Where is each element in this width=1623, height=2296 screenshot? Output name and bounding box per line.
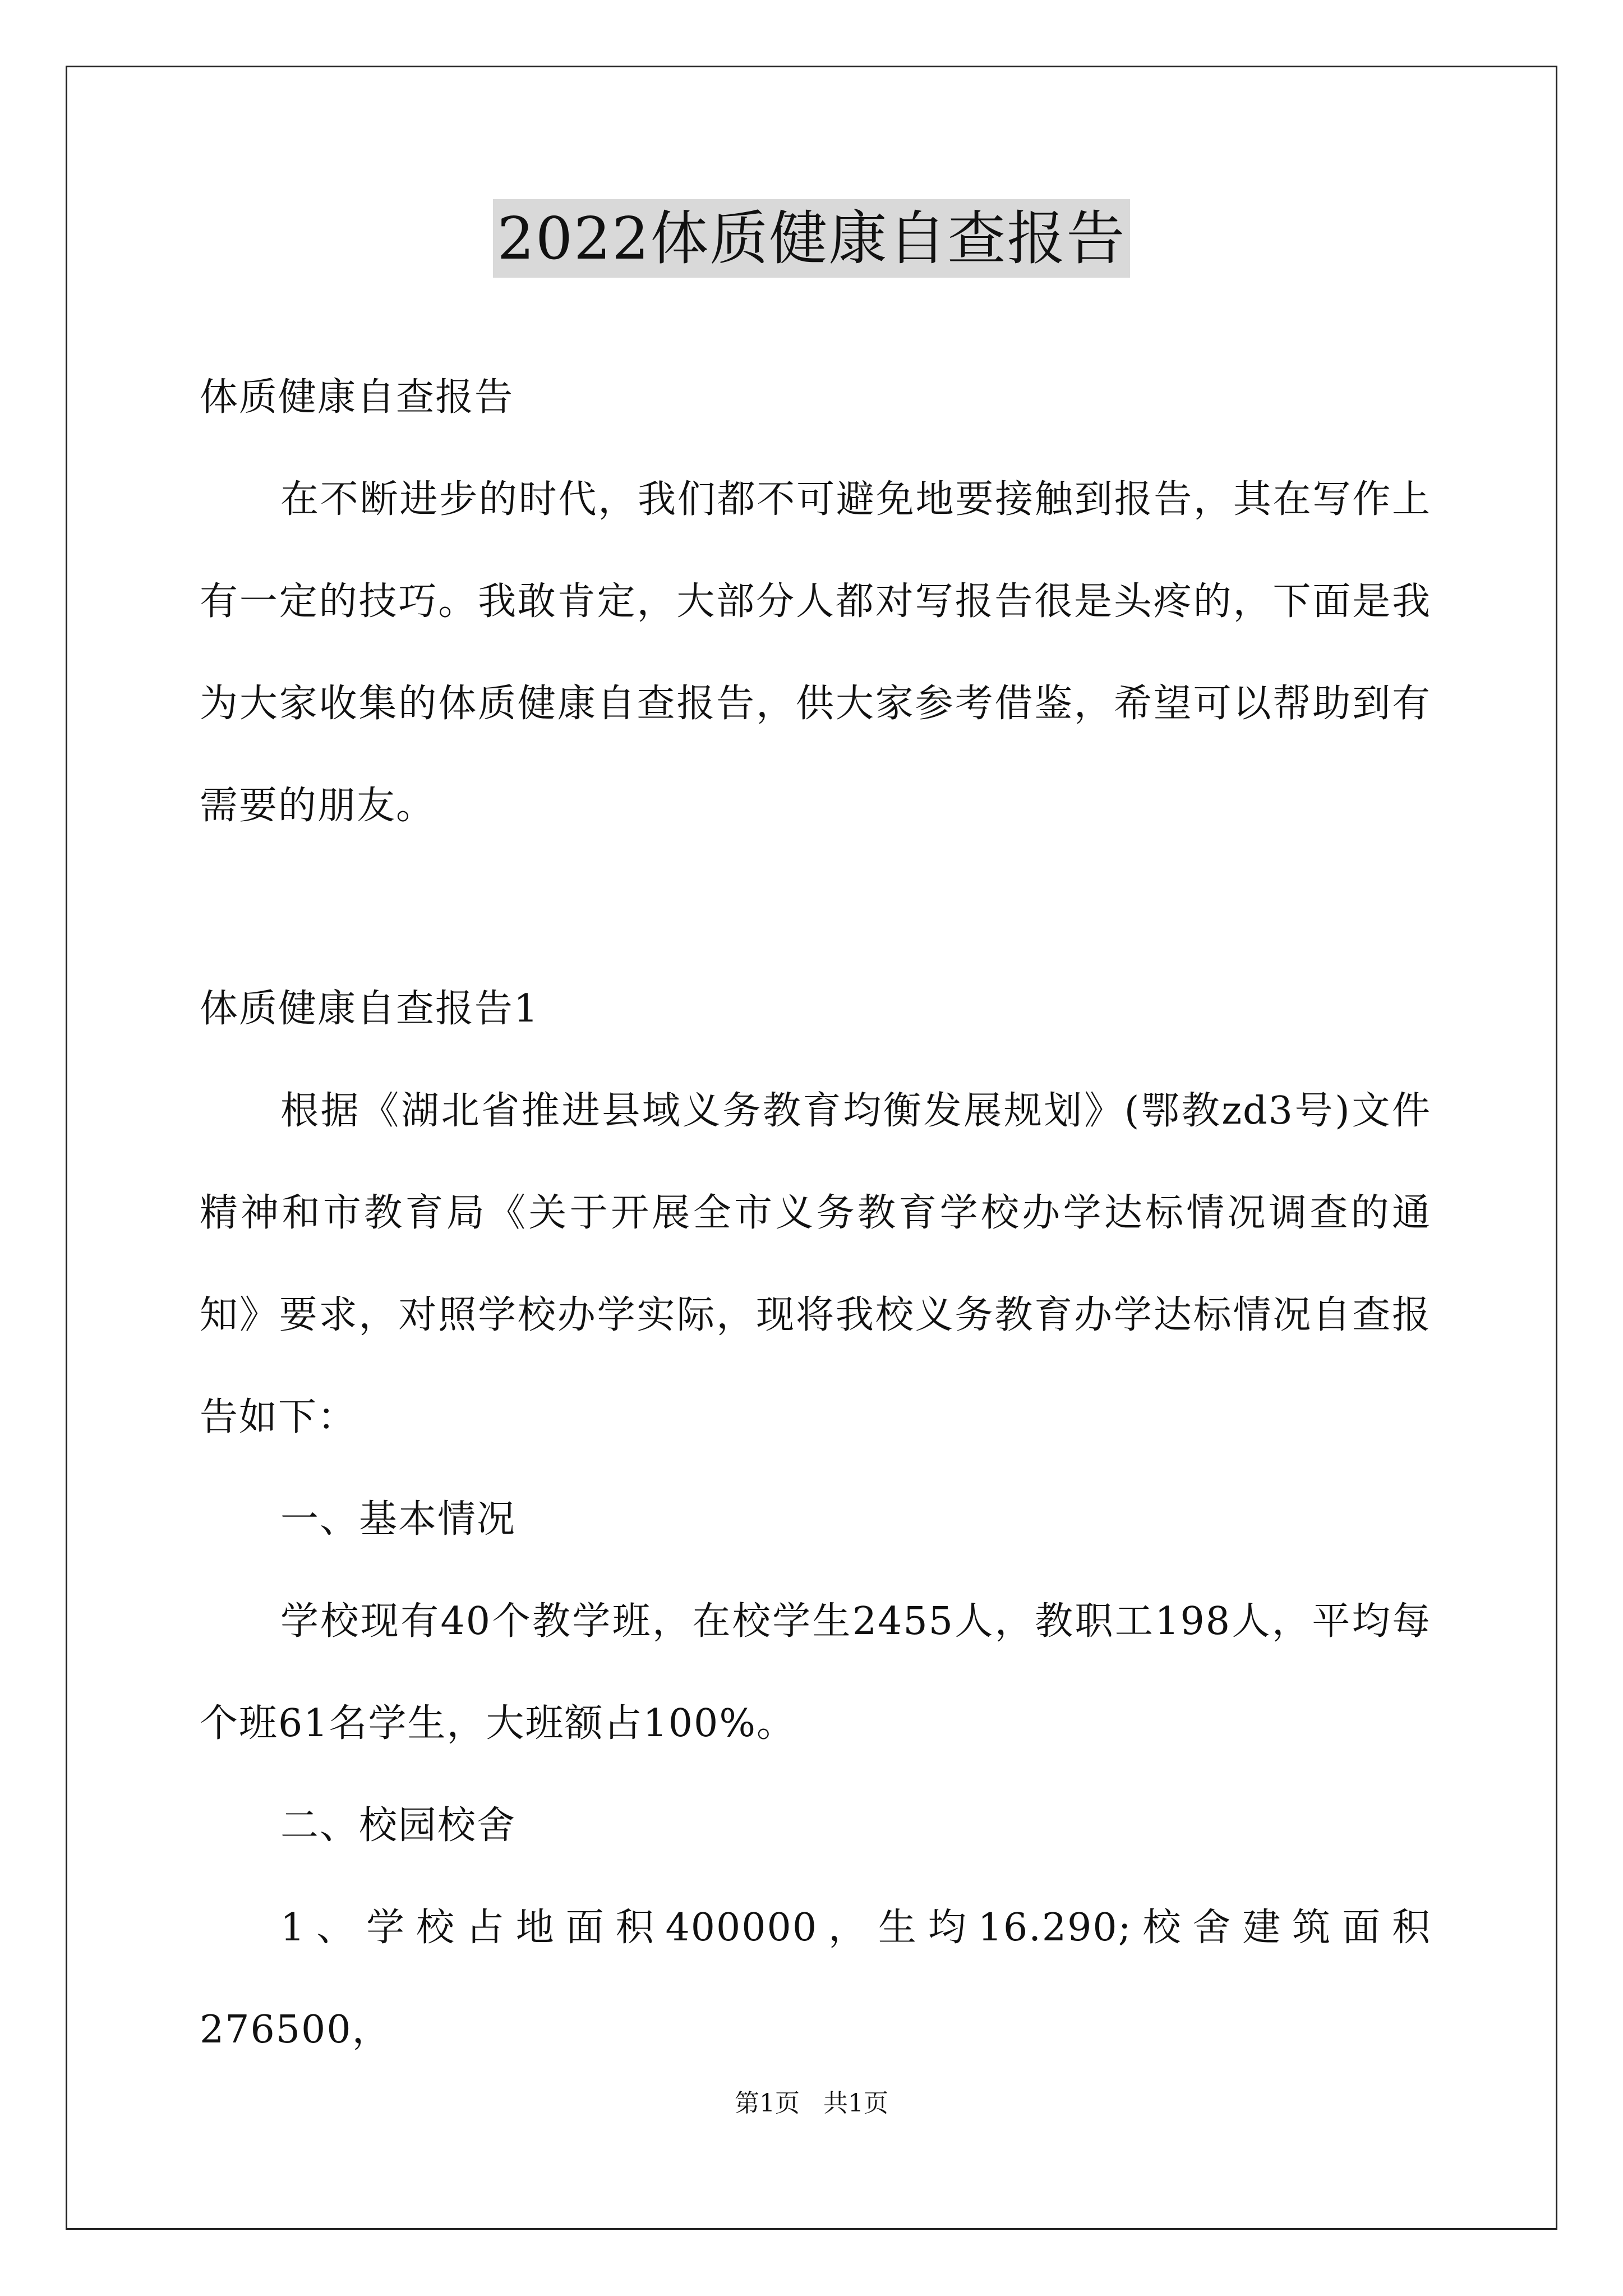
heading-basic-info: 一、基本情况 [280, 1497, 517, 1542]
title-container [0, 199, 1623, 278]
page-number: 第1页 [735, 2089, 800, 2118]
paragraph-2: 学校现有40个教学班，在校学生2455人，教职工198人，平均每个班61名学生，大班额占100%。 [200, 1599, 1431, 1746]
paragraph-3: 1、学校占地面积400000，生均16.290;校舍建筑面积276500， [200, 1906, 1431, 2052]
document-body [200, 347, 1431, 857]
paragraph-1: 根据《湖北省推进县域义务教育均衡发展规划》(鄂教zd3号)文件精神和市教育局《关于开展全市义务教育学校办学达标情况调查的通知》要求，对照学校办学实际，现将我校义务教育办学达标情况自查报告如下： [200, 1089, 1431, 1439]
subtitle: 体质健康自查报告 [200, 375, 514, 420]
section-heading: 体质健康自查报告1 [200, 987, 540, 1031]
section-body [200, 958, 1431, 2081]
intro-paragraph: 在不断进步的时代，我们都不可避免地要接触到报告，其在写作上有一定的技巧。我敢肯定，大部分人都对写报告很是头疼的，下面是我为大家收集的体质健康自查报告，供大家参考借鉴，希望可以帮助到有需要的朋友。 [200, 477, 1431, 828]
page-footer [0, 2087, 1623, 2120]
page-total: 共1页 [823, 2089, 888, 2118]
document-title: 2022体质健康自查报告 [493, 199, 1131, 278]
heading-campus: 二、校园校舍 [280, 1803, 517, 1848]
